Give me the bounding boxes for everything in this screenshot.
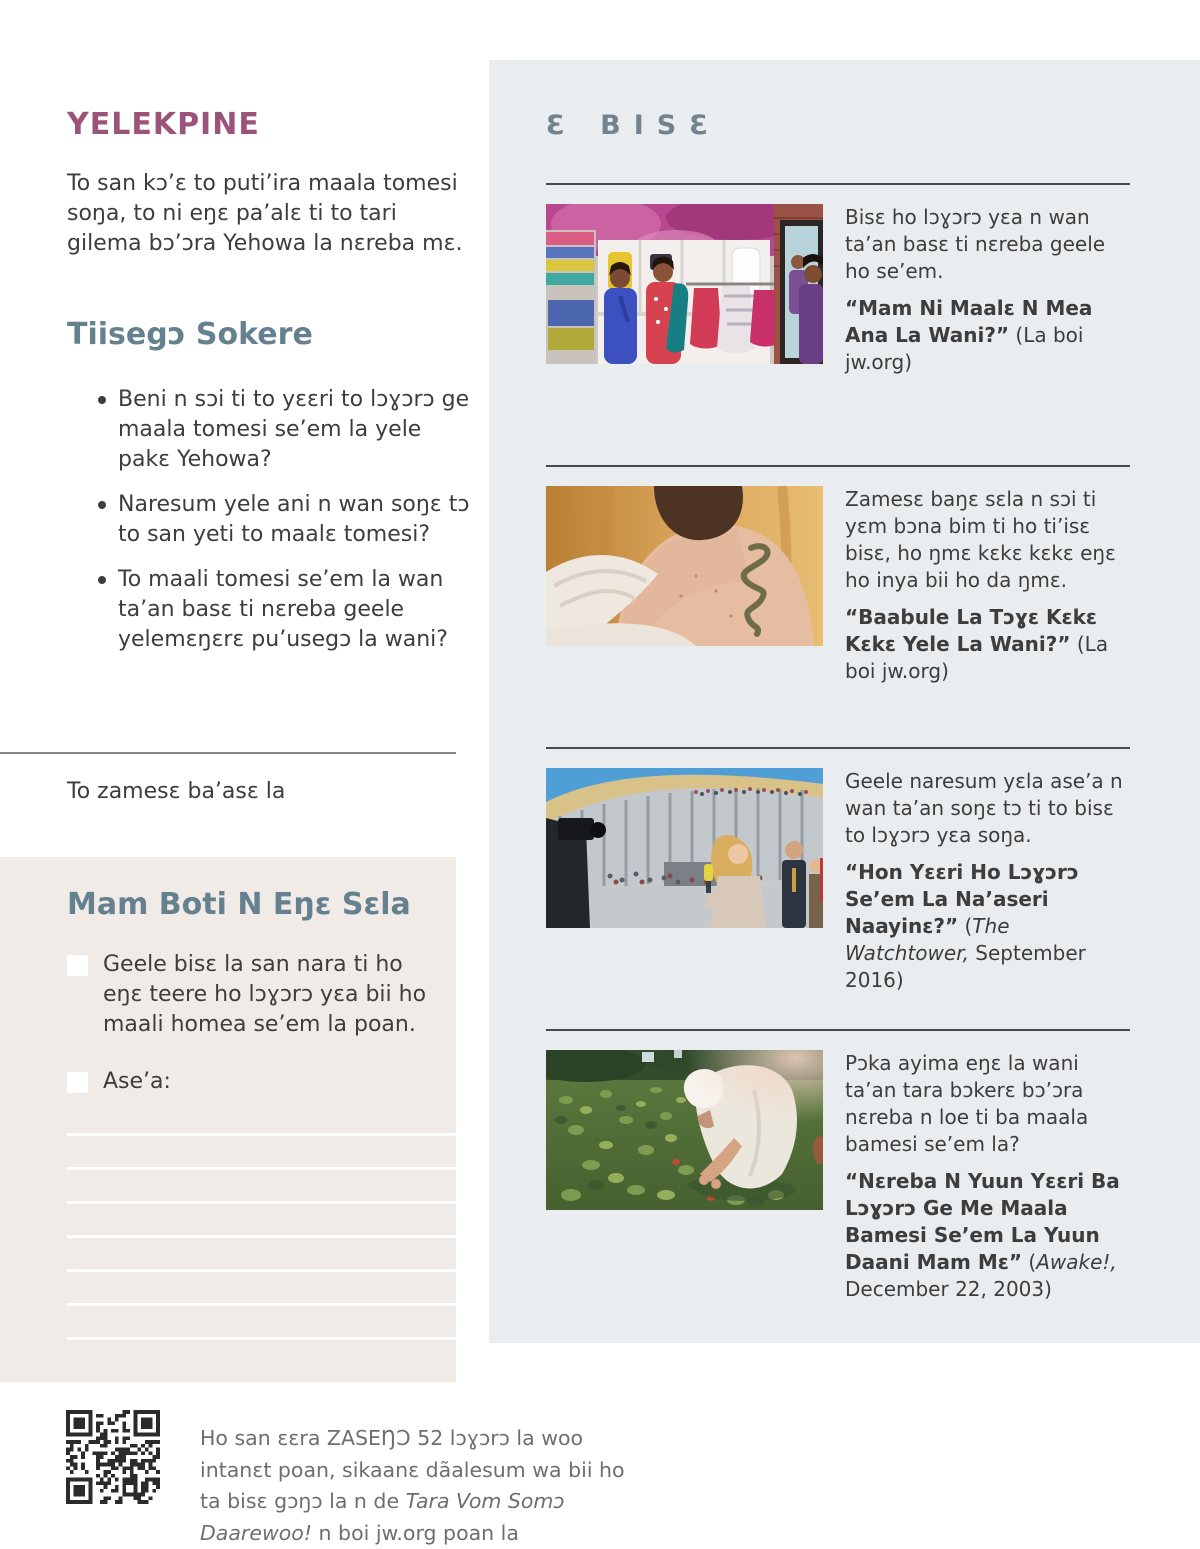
vintage-field-harvest-photo <box>546 1050 823 1210</box>
row-divider <box>546 465 1130 467</box>
row-description: Pɔka ayima eŋɛ la wani ta’an tara bɔkerɛ bɔ’ɔra nɛreba n loe ti ba maala bamesi se’em la? <box>845 1051 1089 1156</box>
footer-note-tail: n boi jw.org poan la <box>312 1520 519 1545</box>
media-row <box>546 465 1130 747</box>
checkbox[interactable] <box>67 1072 88 1093</box>
source-date: December 22, 2003) <box>845 1277 1052 1301</box>
section-divider <box>0 752 456 754</box>
source-title: “Mam Ni Maalɛ N Mea Ana La Wani?” <box>845 296 1093 347</box>
source-ref: (La boi jw.org) <box>845 323 1084 374</box>
discussion-questions-list <box>97 385 477 655</box>
row-description: Geele naresum yɛla ase’a n wan ta’an soŋɛ tɔ ti to bisɛ to lɔɣɔrɔ yɛa soŋa. <box>845 769 1123 847</box>
media-row <box>546 183 1130 465</box>
stadium-interview-photo <box>546 768 823 928</box>
question-item: Beni n sɔi ti to yɛɛri to lɔɣɔrɔ ge maala tomesi se’em la yele pakɛ Yehowa? <box>97 385 477 475</box>
checklist-item-label: Ase’a: <box>103 1069 171 1094</box>
writing-line <box>67 1337 456 1340</box>
writing-line <box>67 1133 456 1136</box>
panel-title: Ɛ BISƐ <box>546 110 722 141</box>
media-row <box>546 747 1130 1029</box>
clothing-store-shopping-photo <box>546 204 823 364</box>
source-ref: ( <box>958 914 973 938</box>
section-title-discussion: Tiisegɔ Sokere <box>67 317 313 352</box>
goal-box <box>0 857 456 1382</box>
checklist-item <box>67 950 438 1040</box>
source-date: September 2016) <box>845 941 1086 992</box>
source-ref: ( <box>1022 1250 1037 1274</box>
source-title: “Hon Yɛɛri Ho Lɔɣɔrɔ Se’em La Na’aseri Naayinɛ?” <box>845 860 1079 938</box>
writing-line <box>67 1201 456 1204</box>
row-divider <box>546 747 1130 749</box>
footer-note <box>200 1423 650 1549</box>
source-publication: The Watchtower, <box>845 914 1010 965</box>
intro-paragraph: To san kɔ’ɛ to puti’ira maala tomesi soŋa, to ni eŋɛ pa’alɛ ti to tari gilema bɔ’ɔra Yehowa la nɛreba mɛ. <box>67 171 463 256</box>
question-item: Naresum yele ani n wan soŋɛ tɔ to san yeti to maalɛ tomesi? <box>97 490 477 550</box>
row-source <box>845 295 1130 376</box>
source-ref: (La boi jw.org) <box>845 632 1109 683</box>
qr-code-icon <box>66 1410 160 1504</box>
row-source <box>845 859 1130 994</box>
goal-box-title: Mam Boti N Eŋɛ Sɛla <box>67 887 411 922</box>
source-title: “Baabule La Tɔɣɛ Kɛkɛ Kɛkɛ Yele La Wani?” <box>845 605 1098 656</box>
row-divider <box>546 1029 1130 1031</box>
row-description: Zamesɛ baŋɛ sɛla n sɔi ti yɛm bɔna bim ti ho ti’isɛ bisɛ, ho ŋmɛ kɛkɛ kɛkɛ eŋɛ ho inya bii ho da ŋmɛ. <box>845 487 1116 592</box>
footer-note-text: Ho san ɛɛra ZASEŊƆ 52 lɔɣɔrɔ la woo intanɛt poan, sikaanɛ dãalesum wa bii ho ta bisɛ gɔŋɔ la n de <box>200 1426 625 1513</box>
after-study-note: To zamesɛ ba’asɛ la <box>67 779 286 804</box>
watch-media-panel <box>489 60 1200 1343</box>
source-title: “Nɛreba N Yuun Yɛɛri Ba Lɔɣɔrɔ Ge Me Maala Bamesi Se’em La Yuun Daani Mam Mɛ” <box>845 1169 1120 1274</box>
row-source <box>845 1168 1130 1303</box>
footer <box>66 1410 1200 1549</box>
checklist-item <box>67 1067 438 1097</box>
writing-lines <box>0 1133 456 1340</box>
writing-line <box>67 1269 456 1272</box>
row-divider <box>546 183 1130 185</box>
writing-line <box>67 1235 456 1238</box>
checklist-item-label: Geele bisɛ la san nara ti ho eŋɛ teere ho lɔɣɔrɔ yɛa bii ho maali homea se’em la poan. <box>103 952 427 1037</box>
shoulder-snake-tattoo-photo <box>546 486 823 646</box>
footer-publication: Tara Vom Somɔ Daarewoo! <box>200 1489 565 1545</box>
question-item: To maali tomesi se’em la wan ta’an basɛ ti nɛreba geele yelemɛŋɛrɛ pu’usegɔ la wani? <box>97 565 477 655</box>
media-row <box>546 1029 1130 1311</box>
row-description: Bisɛ ho lɔɣɔrɔ yɛa n wan ta’an basɛ ti nɛreba geele ho se’em. <box>845 205 1106 283</box>
writing-line <box>67 1167 456 1170</box>
left-column <box>0 0 489 1382</box>
source-publication: Awake!, <box>1036 1250 1117 1274</box>
page-title: YELEKPINE <box>67 107 260 142</box>
row-source <box>845 604 1130 685</box>
writing-line <box>67 1303 456 1306</box>
checkbox[interactable] <box>67 955 88 976</box>
